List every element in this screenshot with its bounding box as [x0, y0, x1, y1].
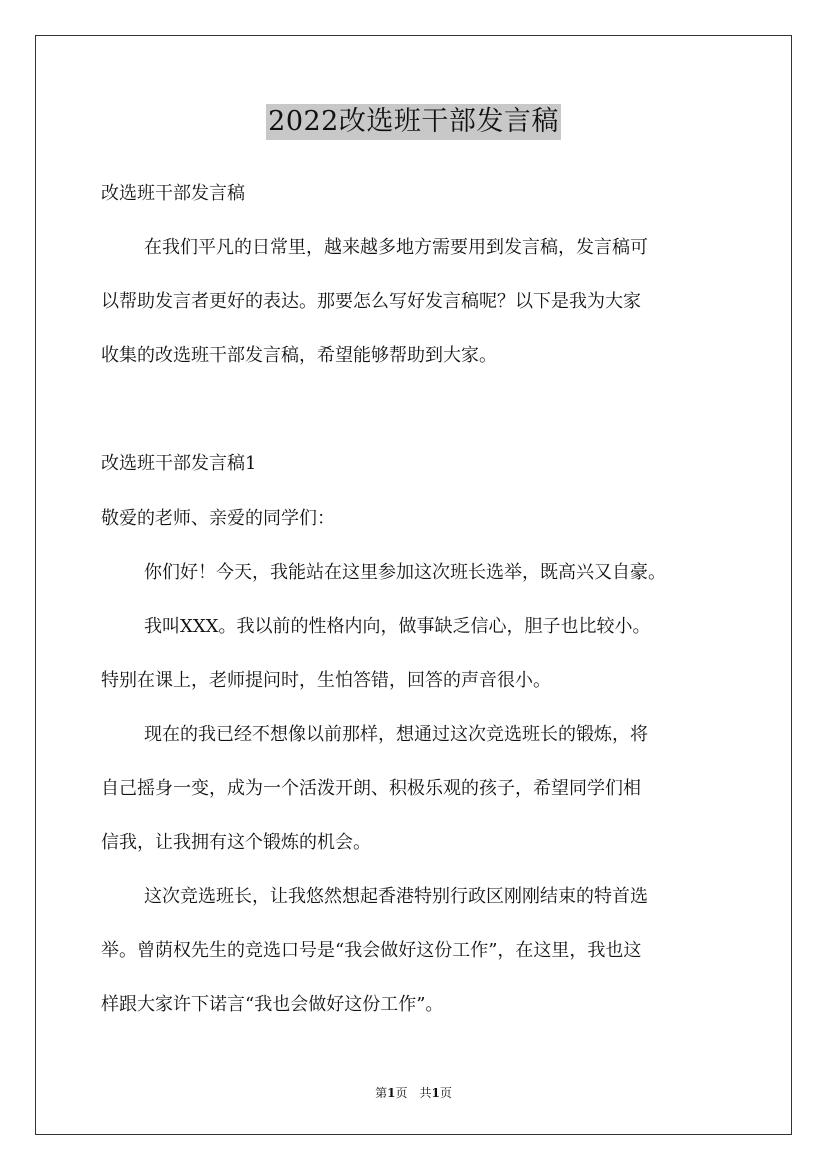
page-label-prefix: 第 — [375, 1086, 388, 1100]
page-total: 1 — [431, 1086, 440, 1100]
intro-line: 收集的改选班干部发言稿，希望能够帮助到大家。 — [101, 345, 497, 366]
page-footer — [0, 1085, 827, 1101]
title-container — [0, 104, 827, 140]
body-line: 特别在课上，老师提问时，生怕答错，回答的声音很小。 — [101, 670, 551, 691]
body-line: 自己摇身一变，成为一个活泼开朗、积极乐观的孩子，希望同学们相 — [101, 778, 641, 799]
body-line: 举。曾荫权先生的竞选口号是“我会做好这份工作”，在这里，我也这 — [101, 940, 642, 961]
document-title: 2022改选班干部发言稿 — [266, 104, 561, 140]
body-line: 样跟大家许下诺言“我也会做好这份工作”。 — [101, 994, 444, 1015]
page-label-middle: 页 共 — [395, 1086, 432, 1100]
page-label-suffix: 页 — [439, 1086, 452, 1100]
body-line: 你们好！今天，我能站在这里参加这次班长选举，既高兴又自豪。 — [144, 562, 666, 583]
greeting: 敬爱的老师、亲爱的同学们： — [101, 508, 335, 529]
document-subtitle: 改选班干部发言稿 — [101, 183, 245, 204]
section-heading: 改选班干部发言稿1 — [101, 453, 257, 474]
body-line: 信我，让我拥有这个锻炼的机会。 — [101, 832, 371, 853]
body-line: 这次竞选班长，让我悠然想起香港特别行政区刚刚结束的特首选 — [144, 886, 648, 907]
intro-line: 以帮助发言者更好的表达。那要怎么写好发言稿呢？以下是我为大家 — [101, 291, 641, 312]
page-number: 1 — [387, 1086, 396, 1100]
body-line: 现在的我已经不想像以前那样，想通过这次竞选班长的锻炼，将 — [144, 724, 648, 745]
body-line: 我叫XXX。我以前的性格内向，做事缺乏信心，胆子也比较小。 — [144, 616, 651, 637]
intro-line: 在我们平凡的日常里，越来越多地方需要用到发言稿，发言稿可 — [144, 237, 648, 258]
